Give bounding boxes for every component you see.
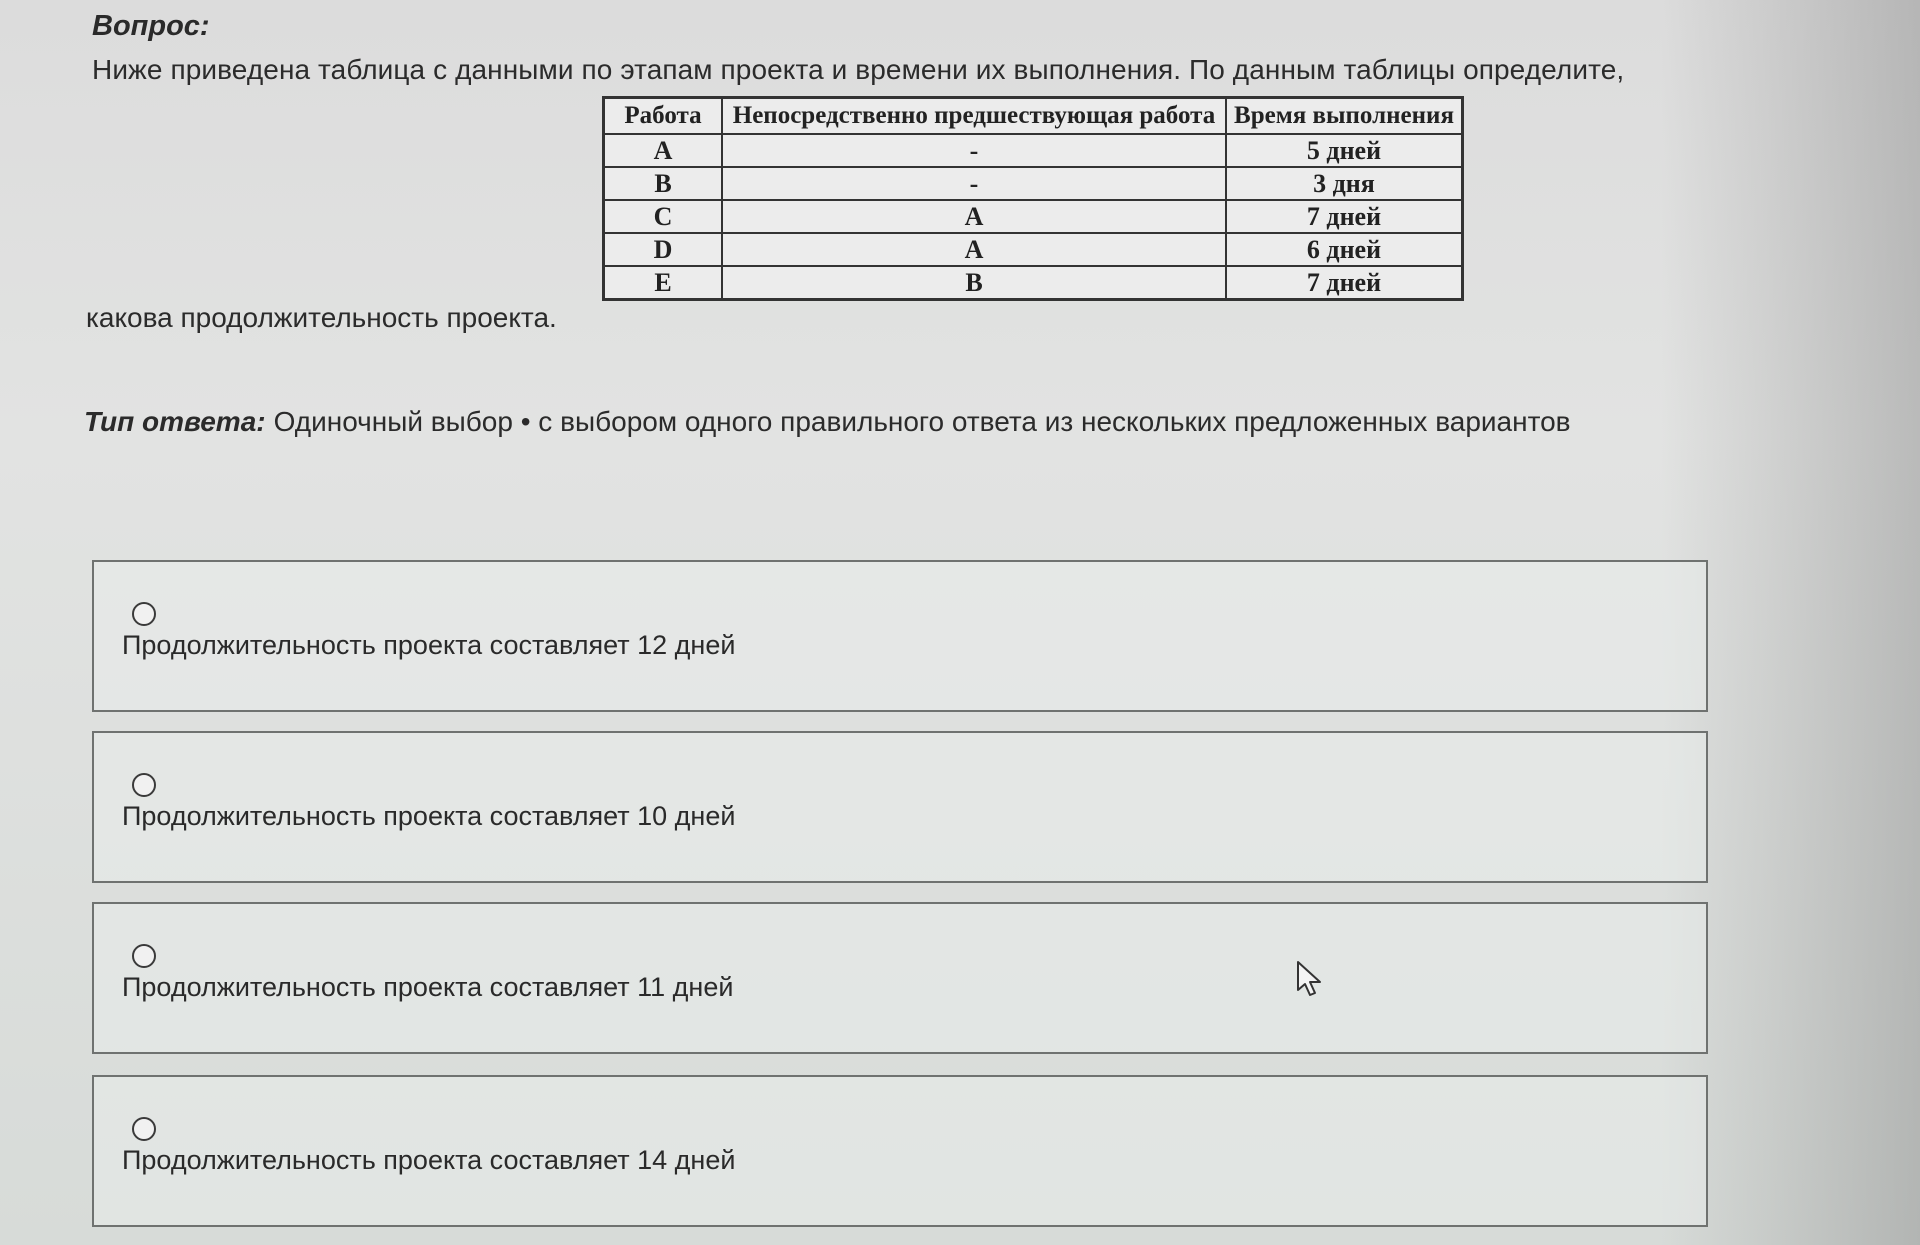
header-work: Работа bbox=[604, 98, 723, 135]
question-label: Вопрос: bbox=[92, 10, 210, 42]
cell-duration: 7 дней bbox=[1226, 266, 1463, 300]
radio-button-icon[interactable] bbox=[132, 602, 156, 626]
cell-work: C bbox=[604, 200, 723, 233]
answer-option-label[interactable]: Продолжительность проекта составляет 11 дней bbox=[122, 972, 734, 1002]
radio-button-icon[interactable] bbox=[132, 773, 156, 797]
cell-duration: 7 дней bbox=[1226, 200, 1463, 233]
cell-predecessor: A bbox=[722, 200, 1226, 233]
mouse-pointer-icon bbox=[1296, 960, 1324, 998]
table-row bbox=[604, 266, 1463, 300]
cell-duration: 5 дней bbox=[1226, 134, 1463, 167]
answer-type-label: Тип ответа: bbox=[84, 406, 266, 437]
answer-option-3[interactable] bbox=[92, 902, 1708, 1054]
radio-button-icon[interactable] bbox=[132, 944, 156, 968]
question-text-continued: какова продолжительность проекта. bbox=[86, 302, 557, 333]
answer-option-2[interactable] bbox=[92, 731, 1708, 883]
answer-option-4[interactable] bbox=[92, 1075, 1708, 1227]
cell-work: D bbox=[604, 233, 723, 266]
answer-option-label[interactable]: Продолжительность проекта составляет 12 дней bbox=[122, 630, 736, 660]
cell-work: E bbox=[604, 266, 723, 300]
cell-duration: 6 дней bbox=[1226, 233, 1463, 266]
answer-option-label[interactable]: Продолжительность проекта составляет 14 дней bbox=[122, 1145, 736, 1175]
project-stages-table bbox=[602, 96, 1464, 301]
cell-predecessor: - bbox=[722, 134, 1226, 167]
radio-button-icon[interactable] bbox=[132, 1117, 156, 1141]
cell-predecessor: B bbox=[722, 266, 1226, 300]
table-row bbox=[604, 167, 1463, 200]
table-row bbox=[604, 134, 1463, 167]
table-row bbox=[604, 200, 1463, 233]
table-header-row bbox=[604, 98, 1463, 135]
cell-predecessor: - bbox=[722, 167, 1226, 200]
cell-work: B bbox=[604, 167, 723, 200]
question-text: Ниже приведена таблица с данными по этапам проекта и времени их выполнения. По данным таблицы определите, bbox=[92, 54, 1625, 85]
cell-duration: 3 дня bbox=[1226, 167, 1463, 200]
header-duration: Время выполнения bbox=[1226, 98, 1463, 135]
answer-type bbox=[84, 406, 1571, 438]
answer-option-1[interactable] bbox=[92, 560, 1708, 712]
table-row bbox=[604, 233, 1463, 266]
cell-work: A bbox=[604, 134, 723, 167]
cell-predecessor: A bbox=[722, 233, 1226, 266]
answer-option-label[interactable]: Продолжительность проекта составляет 10 дней bbox=[122, 801, 736, 831]
answer-type-value: Одиночный выбор • с выбором одного правильного ответа из нескольких предложенных вариантов bbox=[273, 406, 1571, 437]
header-predecessor: Непосредственно предшествующая работа bbox=[722, 98, 1226, 135]
